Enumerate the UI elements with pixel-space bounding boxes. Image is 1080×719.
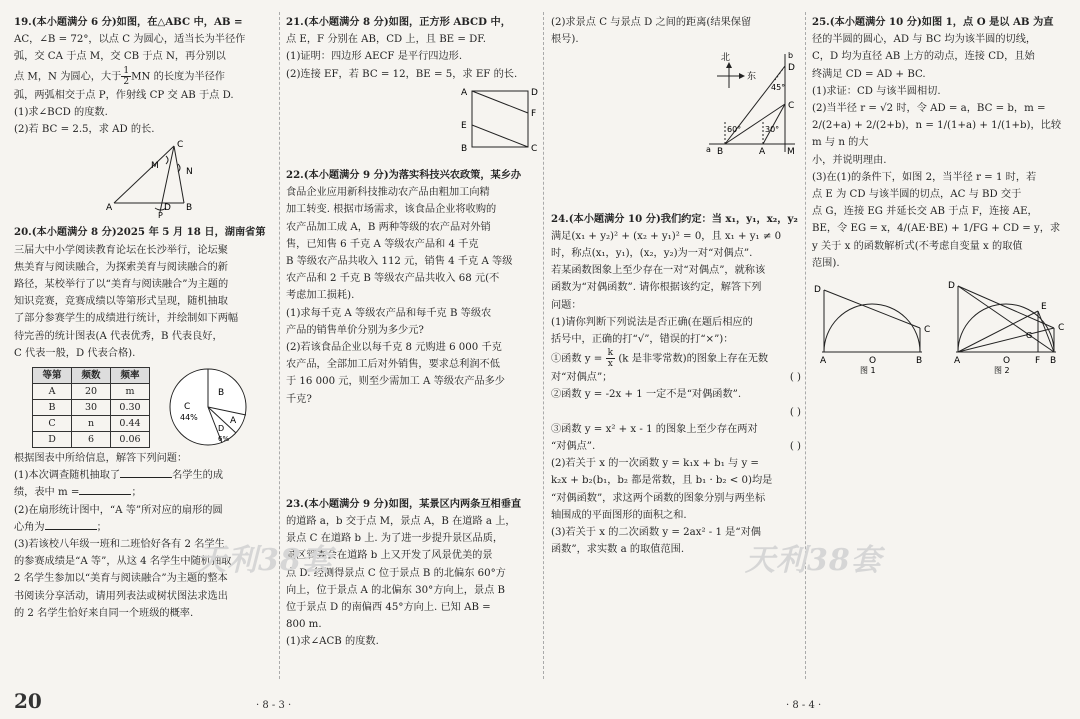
text-line: 弧，两弧相交于点 P，作射线 CP 交 AB 于点 D. bbox=[14, 89, 234, 101]
question-23-continued bbox=[551, 14, 801, 167]
label-c: C bbox=[1058, 323, 1065, 334]
question-24 bbox=[551, 211, 801, 559]
text-line: 农产品加工成 A，B 两种等级的农产品对外销 bbox=[286, 221, 491, 233]
segment-ec bbox=[472, 125, 528, 147]
column-1 bbox=[14, 14, 272, 622]
text-line: 了部分参赛学生的成绩进行统计，并绘制如下两幅 bbox=[14, 313, 239, 325]
text-line: (2)若关于 x 的一次函数 y = k₁x + b₁ 与 y = bbox=[551, 458, 759, 470]
text-line: 三届大中小学阅读教育论坛在长沙举行，论坛聚 bbox=[14, 244, 228, 256]
q21-title: 21.(本小题满分 8 分)如图，正方形 ABCD 中， bbox=[286, 16, 511, 28]
label-e: E bbox=[461, 120, 467, 131]
text-line: (1)求每千克 A 等级农产品和每千克 B 等级农 bbox=[286, 307, 492, 319]
text-line: 向上，位于景点 A 的北偏东 30°方向上，景点 B bbox=[286, 584, 506, 596]
label-m: M bbox=[151, 161, 159, 172]
text-line: ②函数 y = -2x + 1 一定不是“对偶函数”. bbox=[551, 389, 742, 401]
text-line: 农产品，全部加工后对外销售，要求总利润不低 bbox=[286, 359, 500, 371]
table-header: 频数 bbox=[72, 367, 111, 383]
figure-caption: 图 1 bbox=[860, 366, 876, 376]
label-a: A bbox=[759, 147, 766, 158]
text-line: k₂x + b₂(b₁，b₂ 都是常数，且 b₁ · b₂ < 0)均是 bbox=[551, 475, 773, 487]
text-line: 的道路 a，b 交于点 M，景点 A，B 在道路 a 上， bbox=[286, 516, 516, 528]
label-road-a: a bbox=[706, 145, 711, 155]
label-d: D bbox=[948, 281, 955, 292]
table-row: A 20 m bbox=[33, 383, 150, 399]
text-line: AC，∠B = 72°，以点 C 为圆心，适当长为半径作 bbox=[14, 34, 246, 46]
text-line: 点 D. 经测得景点 C 位于景点 B 的北偏东 60°方 bbox=[286, 567, 506, 579]
label-o: O bbox=[869, 356, 877, 367]
table-header: 等第 bbox=[33, 367, 72, 383]
side-cb bbox=[174, 146, 184, 203]
text-line: (1)求∠BCD 的度数. bbox=[14, 106, 108, 118]
column-4 bbox=[812, 14, 1070, 376]
text-line: 范围). bbox=[812, 257, 840, 269]
east-arrow-head bbox=[739, 73, 745, 79]
frequency-table bbox=[32, 367, 150, 448]
q19-triangle-figure bbox=[14, 138, 272, 221]
table-row: C n 0.44 bbox=[33, 415, 150, 431]
label-o: O bbox=[1003, 356, 1011, 367]
text-line: 景区管委会在道路 b 上又开发了风景优美的景 bbox=[286, 550, 493, 562]
text-line: 知识竞赛，竞赛成绩以等第形式呈现，随机抽取 bbox=[14, 296, 228, 308]
square-abcd bbox=[472, 91, 528, 147]
table-row: B 30 0.30 bbox=[33, 399, 150, 415]
pie-label-d: D bbox=[218, 424, 225, 434]
q25-figure-1 bbox=[812, 278, 932, 376]
segment-af bbox=[472, 91, 528, 113]
label-east: 东 bbox=[747, 72, 757, 83]
label-b: B bbox=[717, 147, 724, 158]
text-line: (1)求证：CD 与该半圆相切. bbox=[812, 85, 941, 97]
label-f: F bbox=[1035, 356, 1041, 367]
segment-cd bbox=[824, 290, 920, 328]
label-f: F bbox=[531, 108, 537, 119]
text-line: 终满足 CD = AD + BC. bbox=[812, 68, 926, 80]
text-line: (1)证明：四边形 AECF 是平行四边形. bbox=[286, 51, 463, 63]
text-line: 产品的销售单价分别为多少元? bbox=[286, 324, 424, 336]
text-line: 食品企业应用新科技推动农产品由粗加工向精 bbox=[286, 187, 490, 199]
text-line: “对偶函数”，求这两个函数的图象分别与两坐标 bbox=[551, 492, 766, 504]
pie-pct-d: 6% bbox=[218, 435, 230, 444]
q25-title: 25.(本小题满分 10 分)如图 1，点 O 是以 AB 为直 bbox=[812, 16, 1054, 28]
footer-page-right: · 8 - 4 · bbox=[786, 700, 822, 711]
label-b: B bbox=[916, 356, 923, 367]
pie-chart bbox=[166, 365, 250, 449]
label-d: D bbox=[531, 87, 538, 98]
side-ca bbox=[114, 146, 174, 203]
text-line: 心角为 ； bbox=[14, 519, 272, 536]
text-line: 的 2 名学生恰好来自同一个班级的概率. bbox=[14, 607, 194, 619]
text-line: 焦美育与阅读融合，为探索美育与阅读融合的新 bbox=[14, 261, 228, 273]
label-d: D bbox=[788, 63, 795, 74]
column-3 bbox=[551, 14, 801, 558]
q20-stats-figures bbox=[32, 366, 272, 448]
label-c: C bbox=[924, 325, 931, 336]
text-line bbox=[551, 404, 801, 421]
figure-caption: 图 2 bbox=[994, 366, 1010, 376]
text-line: (3)在(1)的条件下，如图 2，当半径 r = 1 时，若 bbox=[812, 171, 1037, 183]
publisher-watermark: 天利38套 bbox=[745, 543, 882, 578]
text-line: 对“对偶点”； ( ) bbox=[551, 369, 801, 386]
label-c: C bbox=[177, 140, 184, 151]
text-line: 位于景点 D 的南偏西 45°方向上. 已知 AB = bbox=[286, 602, 491, 614]
label-north: 北 bbox=[721, 53, 731, 64]
question-22 bbox=[286, 167, 538, 408]
text-line: 800 m. bbox=[286, 619, 322, 631]
text-line: 点 M，N 为圆心，大于 $\frac{1}{2}$ MN 的长度为半径作 bbox=[14, 65, 225, 87]
text-line: 弧，交 CA 于点 M，交 CB 于点 N，再分别以 bbox=[14, 51, 226, 63]
text-line: 书阅读分享活动，请用列表法或树状图法求选出 bbox=[14, 590, 228, 602]
fraction-half: $\frac{1}{2}$ bbox=[123, 65, 130, 87]
text-line: 路径，某校举行了以“美育与阅读融合”为主题的 bbox=[14, 279, 229, 291]
label-road-b: b bbox=[788, 51, 794, 61]
text-line: (2)若该食品企业以每千克 8 元购进 6 000 千克 bbox=[286, 342, 502, 354]
label-b: B bbox=[1050, 356, 1057, 367]
label-d: D bbox=[164, 203, 171, 214]
label-c: C bbox=[788, 101, 795, 112]
text-line: 于 16 000 元，则至少需加工 A 等级农产品多少 bbox=[286, 376, 505, 388]
text-line: (1)本次调查随机抽取了 名学生的成 bbox=[14, 467, 272, 484]
text-line: 括号中，正确的打“√”，错误的打“×”)： bbox=[551, 334, 734, 346]
text-line: 函数”，求实数 a 的取值范围. bbox=[551, 544, 685, 556]
q23-map-figure bbox=[551, 48, 801, 160]
question-19 bbox=[14, 14, 272, 224]
text-line: 根号). bbox=[551, 34, 579, 46]
text-line: 点 E 为 CD 与该半圆的切点，AC 与 BD 交于 bbox=[812, 189, 1022, 201]
segment-bc bbox=[725, 104, 785, 144]
q20-title: 20.(本小题满分 8 分)2025 年 5 月 18 日，湖南省第 bbox=[14, 226, 266, 239]
text-line: 加工转变. 根据市场需求，该食品企业将收购的 bbox=[286, 204, 497, 216]
pie-label-b: B bbox=[218, 388, 225, 399]
text-line: 绩，表中 m = ； bbox=[14, 484, 272, 501]
segment-ac bbox=[763, 104, 785, 144]
text-line: y 关于 x 的函数解析式(不考虑自变量 x 的取值 bbox=[812, 240, 1023, 252]
question-25 bbox=[812, 14, 1070, 376]
question-21 bbox=[286, 14, 538, 161]
label-g: G bbox=[1026, 331, 1033, 341]
text-line: 满足(x₁ + y₂)² + (x₂ + y₁)² = 0，且 x₁ + y₁ ≠ 0 bbox=[551, 230, 782, 242]
text-line: 问题： bbox=[551, 299, 582, 311]
text-line: 2 名学生参加以“美育与阅读融合”为主题的整本 bbox=[14, 573, 228, 585]
label-a: A bbox=[106, 203, 113, 214]
text-line: 小，并说明理由. bbox=[812, 154, 887, 166]
text-line: 待完善的统计图表(A 代表优秀，B 代表良好， bbox=[14, 330, 223, 342]
column-divider bbox=[543, 12, 544, 679]
pie-label-c: C bbox=[184, 402, 191, 413]
answer-paren[interactable]: ( ) bbox=[789, 406, 801, 418]
arc-m bbox=[166, 156, 168, 164]
angle-30: 30° bbox=[765, 125, 780, 135]
text-line: “对偶点”. ( ) bbox=[551, 438, 801, 455]
text-line: C，D 均为直径 AB 上方的动点，连接 CD，且始 bbox=[812, 51, 1035, 63]
label-a: A bbox=[820, 356, 827, 367]
answer-paren[interactable]: ( ) bbox=[789, 372, 801, 384]
label-b: B bbox=[186, 203, 193, 214]
page-number: 20 bbox=[14, 689, 42, 713]
text-line: 售，已知售 6 千克 A 等级农产品和 4 千克 bbox=[286, 238, 479, 250]
text-line: 景点 C 在道路 b 上. 为了进一步提升景区品质， bbox=[286, 533, 504, 545]
answer-paren[interactable]: ( ) bbox=[789, 441, 801, 453]
segment-cd bbox=[958, 286, 1054, 328]
q24-title: 24.(本小题满分 10 分)我们约定：当 x₁，y₁，x₂，y₂ bbox=[551, 212, 798, 225]
label-b: B bbox=[461, 143, 468, 154]
text-line: (1)求∠ACB 的度数. bbox=[286, 636, 379, 648]
q25-figures bbox=[812, 278, 1070, 376]
answer-blank[interactable] bbox=[120, 467, 172, 478]
q21-square-figure bbox=[286, 83, 538, 155]
text-line: 函数为“对偶函数”. 请你根据该约定，解答下列 bbox=[551, 282, 762, 294]
q25-figure-2 bbox=[946, 278, 1066, 376]
answer-blank[interactable] bbox=[45, 519, 97, 530]
text-line: 考虑加工损耗). bbox=[286, 290, 355, 302]
label-a: A bbox=[461, 87, 468, 98]
text-line: 2/(2+a) + 2/(2+b)，n = 1/(1+a) + 1/(1+b)，比较 m 与 n 的大 bbox=[812, 120, 1062, 149]
label-n: N bbox=[186, 167, 193, 178]
text-line: ③函数 y = x² + x - 1 的图象上至少存在两对 bbox=[551, 423, 758, 435]
text-line: ①函数 y = $\frac{k}{x}$ (k 是非零常数)的图象上存在无数 bbox=[551, 348, 769, 370]
answer-blank[interactable] bbox=[79, 484, 131, 495]
q19-title: 19.(本小题满分 6 分)如图，在△ABC 中，AB = bbox=[14, 16, 243, 28]
text-line: (2)连接 EF，若 BC = 12，BE = 5，求 EF 的长. bbox=[286, 68, 518, 80]
semicircle bbox=[824, 304, 920, 352]
text-line: 轴围成的平面图形的面积之和. bbox=[551, 509, 687, 521]
text-line: 若某函数图象上至少存在一对“对偶点”，就称该 bbox=[551, 265, 766, 277]
label-p: P bbox=[158, 211, 163, 221]
publisher-watermark: 天利38套 bbox=[196, 543, 333, 578]
footer-page-left: · 8 - 3 · bbox=[256, 700, 292, 711]
label-d: D bbox=[814, 285, 821, 296]
text-line: (3)若关于 x 的二次函数 y = 2ax² - 1 是“对偶 bbox=[551, 527, 761, 539]
pie-pct-c: 44% bbox=[180, 413, 198, 423]
label-a: A bbox=[954, 356, 961, 367]
text-line: 农产品和 2 千克 B 等级农产品共收入 68 元(不 bbox=[286, 273, 500, 285]
text-line: 点 E，F 分别在 AB，CD 上，且 BE = DF. bbox=[286, 34, 487, 46]
label-m: M bbox=[787, 147, 795, 158]
text-line: (2)在扇形统计图中，“A 等”所对应的扇形的圆 bbox=[14, 504, 223, 516]
fraction-k-over-x: $\frac{k}{x}$ bbox=[607, 348, 614, 370]
angle-45: 45° bbox=[771, 83, 786, 93]
text-line: BE，令 EG = x，4/(AE·BE) + 1/FG + CD = y，求 bbox=[812, 223, 1061, 235]
segment-ac bbox=[958, 328, 1054, 352]
text-line: (2)当半径 r = √2 时，令 AD = a，BC = b，m = bbox=[812, 103, 1046, 115]
text-line: 时，称点(x₁，y₁)，(x₂，y₂)为一对“对偶点”. bbox=[551, 248, 753, 260]
text-line: (1)请你判断下列说法是否正确(在题后相应的 bbox=[551, 316, 753, 328]
text-line: (2)求景点 C 与景点 D 之间的距离(结果保留 bbox=[551, 17, 752, 28]
text-line: C 代表一般，D 代表合格). bbox=[14, 347, 136, 359]
text-line: 根据图表中所给信息，解答下列问题： bbox=[14, 453, 188, 465]
q22-title: 22.(本小题满分 9 分)为落实科技兴农政策，某乡办 bbox=[286, 169, 522, 182]
q23-title: 23.(本小题满分 9 分)如图，某景区内两条互相垂直 bbox=[286, 497, 522, 510]
segment-bd bbox=[958, 286, 1054, 352]
label-e: E bbox=[1041, 302, 1047, 313]
text-line: 点 G，连接 EG 并延长交 AB 于点 F，连接 AE， bbox=[812, 206, 1038, 218]
text-line: (2)若 BC = 2.5，求 AD 的长. bbox=[14, 124, 155, 136]
text-line: 千克? bbox=[286, 393, 312, 405]
text-line: (3)若该校八年级一班和二班恰好各有 2 名学生 bbox=[14, 539, 225, 551]
pie-label-a: A bbox=[230, 416, 237, 427]
text-line: 径的半圆的圆心，AD 与 BC 均为该半圆的切线， bbox=[812, 34, 1037, 46]
text-line: 的参赛成绩是“A 等”，从这 4 名学生中随机抽取 bbox=[14, 556, 232, 568]
table-header: 频率 bbox=[111, 367, 150, 383]
angle-60: 60° bbox=[727, 125, 742, 135]
text-line: B 等级农产品共收入 112 元，销售 4 千克 A 等级 bbox=[286, 256, 513, 268]
label-c: C bbox=[531, 143, 538, 154]
table-row: D 6 0.06 bbox=[33, 431, 150, 447]
